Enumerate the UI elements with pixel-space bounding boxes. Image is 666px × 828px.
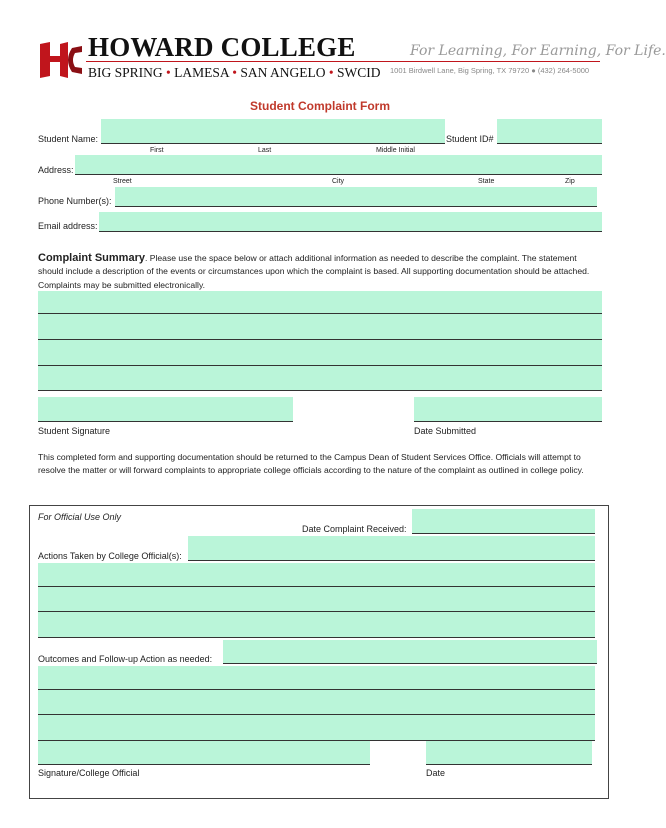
middle-initial-caption: Middle Initial <box>376 147 415 154</box>
summary-line <box>38 365 602 366</box>
date-received-label: Date Complaint Received: <box>302 524 407 534</box>
complaint-summary-field[interactable] <box>38 291 602 391</box>
college-logo-icon <box>38 40 84 80</box>
field-underline <box>75 174 602 175</box>
actions-line <box>38 611 595 612</box>
header-divider <box>86 61 600 62</box>
last-name-caption: Last <box>258 147 272 154</box>
actions-line <box>38 637 595 638</box>
summary-line <box>38 339 602 340</box>
field-underline <box>426 764 592 765</box>
street-caption: Street <box>113 178 132 185</box>
outcomes-line <box>38 714 595 715</box>
date-submitted-label: Date Submitted <box>414 426 477 436</box>
phone-label: Phone Number(s): <box>38 196 112 206</box>
field-underline <box>414 421 602 422</box>
official-date-label: Date <box>426 768 446 778</box>
campus-separator: • <box>328 65 334 80</box>
field-underline <box>412 533 595 534</box>
actions-taken-field[interactable] <box>188 536 595 560</box>
first-name-caption: First <box>150 147 164 154</box>
form-title: Student Complaint Form <box>250 99 390 113</box>
official-date-field[interactable] <box>426 741 592 765</box>
student-id-label: Student ID# <box>446 134 494 144</box>
date-submitted-field[interactable] <box>414 397 602 422</box>
actions-taken-continued-field[interactable] <box>38 563 595 638</box>
college-name: HOWARD COLLEGE <box>88 32 356 62</box>
campus-separator: • <box>232 65 237 80</box>
outcomes-label: Outcomes and Follow-up Action as needed: <box>38 654 213 664</box>
complaint-summary-heading: Complaint Summary <box>38 252 145 264</box>
official-signature-label: Signature/College Official <box>38 768 140 778</box>
field-underline <box>223 663 597 664</box>
date-received-field[interactable] <box>412 509 595 534</box>
address-label: Address: <box>38 165 74 175</box>
outcomes-continued-field[interactable] <box>38 666 595 741</box>
field-underline <box>99 231 602 232</box>
email-field[interactable] <box>99 212 602 232</box>
campus-name: SAN ANGELO <box>240 65 326 80</box>
campus-name: LAMESA <box>174 65 229 80</box>
city-caption: City <box>332 178 345 185</box>
address-field[interactable] <box>75 155 602 175</box>
college-address: 1001 Birdwell Lane, Big Spring, TX 79720 ● (432) 264-5000 <box>390 66 590 75</box>
summary-line <box>38 390 602 391</box>
field-underline <box>38 421 293 422</box>
complaint-summary-text: . Please use the space below or attach additional information as needed to describe the complaint. The statement should include a description of the events or circumstances upon which the complaint is based. All supporting documentation should be attached. Complaints may be submitted electronically. <box>38 253 590 290</box>
return-instructions: This completed form and supporting documentation should be returned to the Campus Dean of Student Services Office. Officials will attempt to resolve the matter or will forward complaints to appropriate college officials according to the nature of the complaint as outlined in college policy. <box>38 452 584 476</box>
student-signature-field[interactable] <box>38 397 293 422</box>
campus-list <box>88 66 381 80</box>
actions-taken-label: Actions Taken by College Official(s): <box>38 551 182 561</box>
field-underline <box>101 143 445 144</box>
student-signature-label: Student Signature <box>38 426 111 436</box>
field-underline <box>38 764 370 765</box>
student-id-field[interactable] <box>497 119 602 144</box>
official-use-heading: For Official Use Only <box>38 512 122 522</box>
summary-line <box>38 313 602 314</box>
campus-name: SWCID <box>337 65 381 80</box>
official-signature-field[interactable] <box>38 741 370 765</box>
college-tagline: For Learning, For Earning, For Life. <box>410 43 666 59</box>
outcomes-line <box>38 689 595 690</box>
student-name-field[interactable] <box>101 119 445 144</box>
complaint-summary-instructions <box>38 252 603 292</box>
field-underline <box>115 206 597 207</box>
phone-field[interactable] <box>115 187 597 207</box>
field-underline <box>188 560 595 561</box>
campus-name: BIG SPRING <box>88 65 163 80</box>
zip-caption: Zip <box>565 178 575 185</box>
field-underline <box>497 143 602 144</box>
campus-separator: • <box>166 65 171 80</box>
outcomes-field[interactable] <box>223 640 597 663</box>
state-caption: State <box>478 178 495 185</box>
email-label: Email address: <box>38 221 98 231</box>
actions-line <box>38 586 595 587</box>
student-name-label: Student Name: <box>38 134 99 144</box>
